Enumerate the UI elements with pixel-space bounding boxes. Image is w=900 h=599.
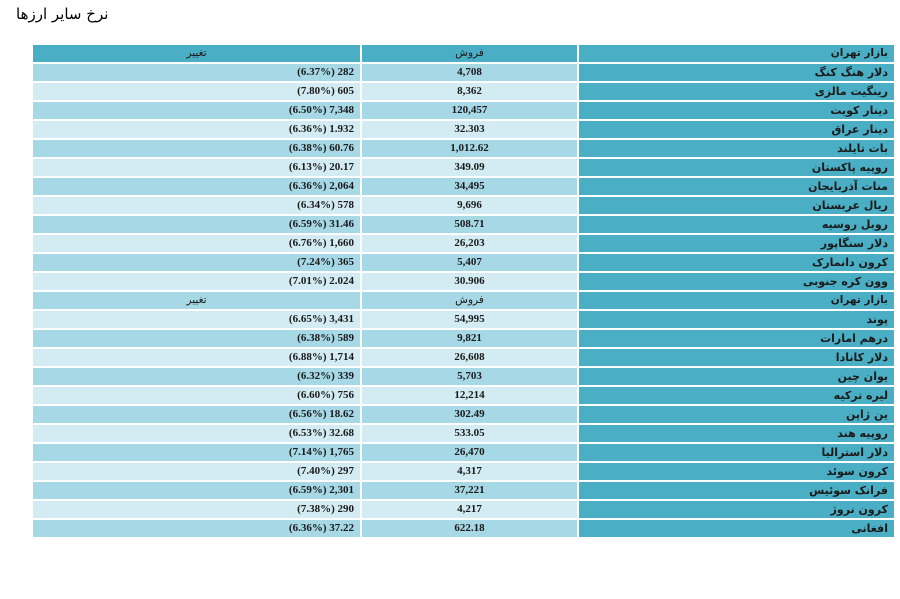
currency-name-cell: کرون سوئد: [577, 463, 894, 480]
table-row: [33, 349, 894, 366]
change-cell: (6.38%) 60.76: [33, 140, 360, 157]
currency-name-cell: کرون دانمارک: [577, 254, 894, 271]
sell-cell: 120,457: [360, 102, 577, 119]
change-cell: (6.59%) 31.46: [33, 216, 360, 233]
currency-name-cell: درهم امارات: [577, 330, 894, 347]
table-row: [33, 64, 894, 81]
change-cell: (6.59%) 2,301: [33, 482, 360, 499]
change-cell: (6.56%) 18.62: [33, 406, 360, 423]
table-row: [33, 406, 894, 423]
currency-name-cell: دلار کانادا: [577, 349, 894, 366]
sell-cell: 30.906: [360, 273, 577, 290]
sell-cell: 349.09: [360, 159, 577, 176]
change-cell: (6.36%) 37.22: [33, 520, 360, 537]
currency-rates-table: [33, 43, 894, 539]
subheader-sell: فروش: [360, 292, 577, 309]
change-cell: (6.34%) 578: [33, 197, 360, 214]
currency-name-cell: روپیه پاکستان: [577, 159, 894, 176]
table-row: [33, 482, 894, 499]
table-header-row: [33, 45, 894, 62]
change-cell: (7.01%) 2.024: [33, 273, 360, 290]
change-cell: (6.88%) 1,714: [33, 349, 360, 366]
sell-cell: 1,012.62: [360, 140, 577, 157]
table-row: [33, 83, 894, 100]
sell-cell: 12,214: [360, 387, 577, 404]
sell-cell: 26,470: [360, 444, 577, 461]
table-row: [33, 368, 894, 385]
change-cell: (6.32%) 339: [33, 368, 360, 385]
change-cell: (7.14%) 1,765: [33, 444, 360, 461]
change-cell: (6.36%) 2,064: [33, 178, 360, 195]
subheader-change: تغییر: [33, 292, 360, 309]
change-cell: (6.50%) 7,348: [33, 102, 360, 119]
sell-cell: 32.303: [360, 121, 577, 138]
sell-cell: 4,708: [360, 64, 577, 81]
sell-cell: 26,203: [360, 235, 577, 252]
table-row: [33, 425, 894, 442]
currency-name-cell: دلار سنگاپور: [577, 235, 894, 252]
currency-name-cell: دینار کویت: [577, 102, 894, 119]
change-cell: (7.38%) 290: [33, 501, 360, 518]
sell-cell: 5,703: [360, 368, 577, 385]
table-row: [33, 235, 894, 252]
table-row: [33, 501, 894, 518]
change-cell: (6.38%) 589: [33, 330, 360, 347]
currency-name-cell: افغانی: [577, 520, 894, 537]
currency-name-cell: دینار عراق: [577, 121, 894, 138]
change-cell: (7.80%) 605: [33, 83, 360, 100]
currency-name-cell: کرون نروژ: [577, 501, 894, 518]
table-row: [33, 159, 894, 176]
change-cell: (6.65%) 3,431: [33, 311, 360, 328]
table-row: [33, 140, 894, 157]
currency-name-cell: رینگیت مالزی: [577, 83, 894, 100]
sell-cell: 302.49: [360, 406, 577, 423]
sell-cell: 533.05: [360, 425, 577, 442]
currency-name-cell: لیره ترکیه: [577, 387, 894, 404]
table-row: [33, 311, 894, 328]
rates-table-body: [33, 45, 894, 537]
currency-name-cell: بات تایلند: [577, 140, 894, 157]
table-row: [33, 330, 894, 347]
table-row: [33, 178, 894, 195]
sell-cell: 8,362: [360, 83, 577, 100]
currency-name-cell: روبل روسیه: [577, 216, 894, 233]
sell-cell: 4,217: [360, 501, 577, 518]
table-row: [33, 216, 894, 233]
header-change: تغییر: [33, 45, 360, 62]
table-row: [33, 102, 894, 119]
change-cell: (6.13%) 20.17: [33, 159, 360, 176]
sell-cell: 54,995: [360, 311, 577, 328]
sell-cell: 9,821: [360, 330, 577, 347]
currency-name-cell: منات آذربایجان: [577, 178, 894, 195]
table-row: [33, 121, 894, 138]
change-cell: (6.60%) 756: [33, 387, 360, 404]
sell-cell: 622.18: [360, 520, 577, 537]
sell-cell: 37,221: [360, 482, 577, 499]
currency-name-cell: یوان چین: [577, 368, 894, 385]
table-row: [33, 254, 894, 271]
currency-name-cell: وون کره جنوبی: [577, 273, 894, 290]
currency-name-cell: پوند: [577, 311, 894, 328]
sell-cell: 26,608: [360, 349, 577, 366]
currency-name-cell: فرانک سوئیس: [577, 482, 894, 499]
change-cell: (6.37%) 282: [33, 64, 360, 81]
page-title: نرخ سایر ارزها: [16, 5, 109, 23]
table-row: [33, 463, 894, 480]
currency-name-cell: ین ژاپن: [577, 406, 894, 423]
table-row: [33, 520, 894, 537]
table-row: [33, 444, 894, 461]
header-sell: فروش: [360, 45, 577, 62]
sell-cell: 508.71: [360, 216, 577, 233]
currency-name-cell: دلار هنگ کنگ: [577, 64, 894, 81]
currency-name-cell: دلار استرالیا: [577, 444, 894, 461]
change-cell: (6.53%) 32.68: [33, 425, 360, 442]
table-row: [33, 387, 894, 404]
sell-cell: 4,317: [360, 463, 577, 480]
sell-cell: 34,495: [360, 178, 577, 195]
currency-name-cell: روپیه هند: [577, 425, 894, 442]
change-cell: (7.40%) 297: [33, 463, 360, 480]
subheader-market: بازار تهران: [577, 292, 894, 309]
sell-cell: 5,407: [360, 254, 577, 271]
change-cell: (6.36%) 1.932: [33, 121, 360, 138]
currency-name-cell: ریال عربستان: [577, 197, 894, 214]
table-row: [33, 197, 894, 214]
change-cell: (6.76%) 1,660: [33, 235, 360, 252]
change-cell: (7.24%) 365: [33, 254, 360, 271]
table-subheader-row: [33, 292, 894, 309]
header-market: بازار تهران: [577, 45, 894, 62]
table-row: [33, 273, 894, 290]
sell-cell: 9,696: [360, 197, 577, 214]
